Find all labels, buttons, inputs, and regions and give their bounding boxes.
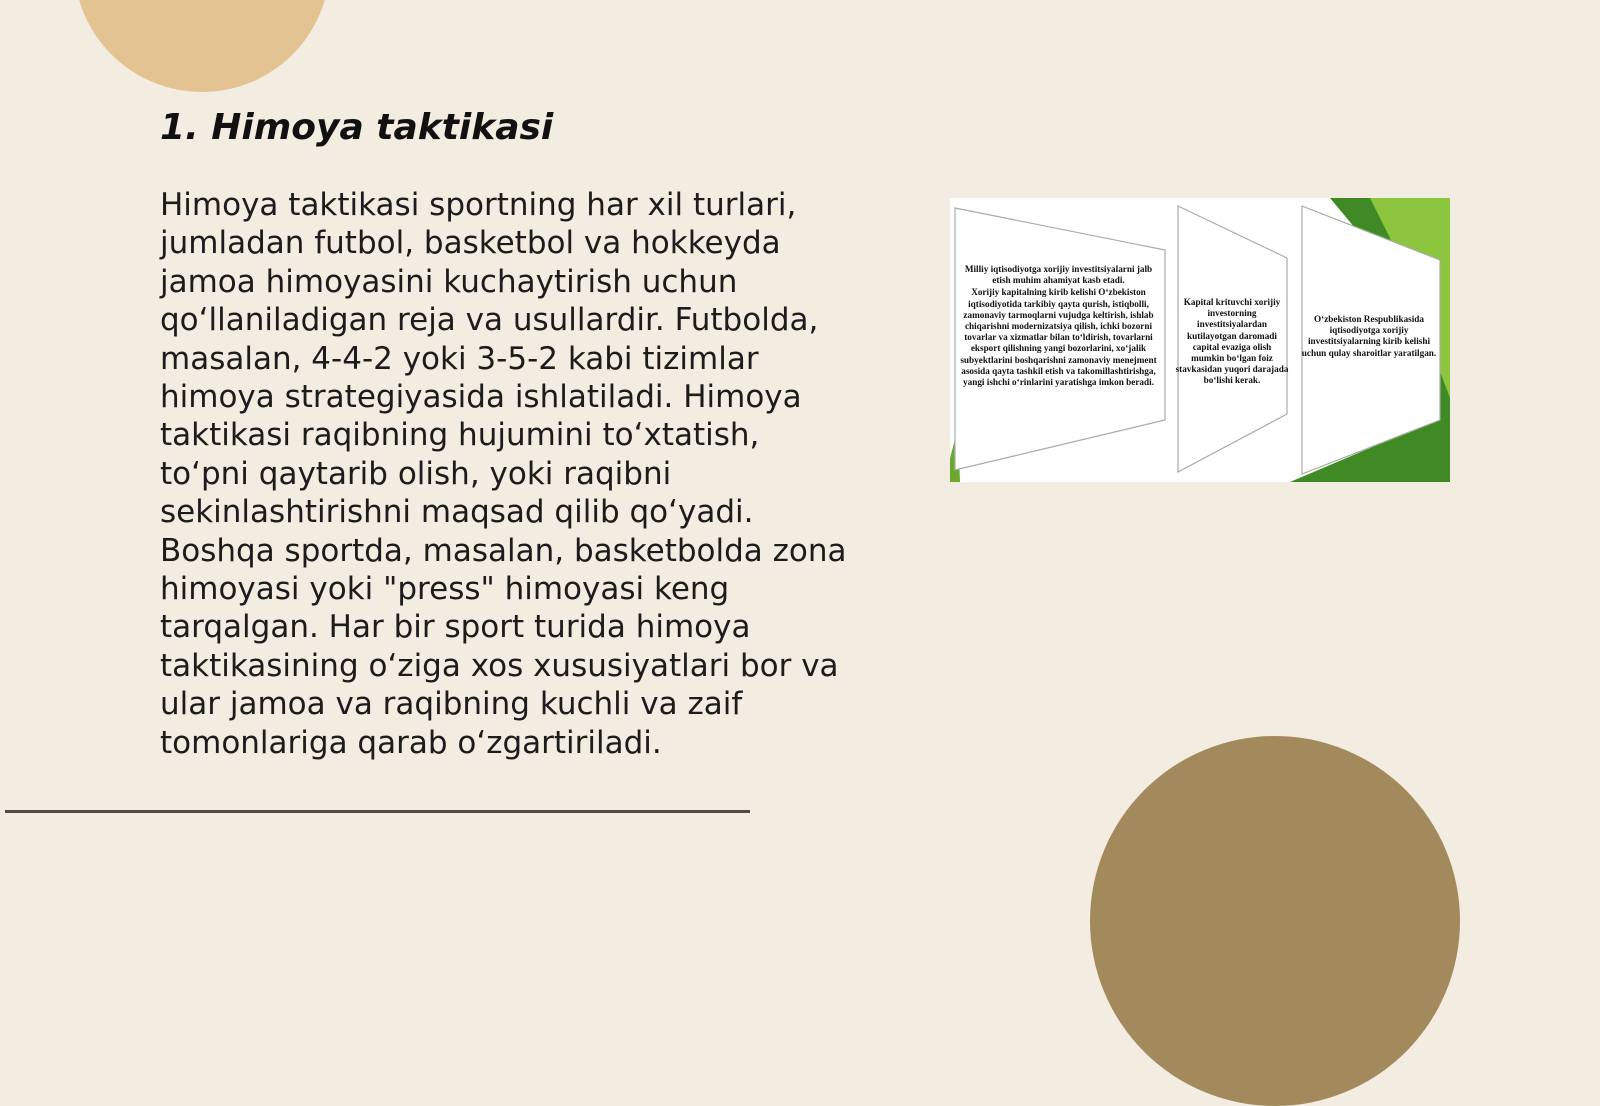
panel-2-text (1175, 297, 1289, 388)
panel-3-text (1298, 314, 1440, 360)
panel-2-body: Kapital krituvchi xorijiy investorning investitsiyalardan kutilayotgan daromadi capital evaziga olish mumkin bo‘lgan foiz stavkasidan yuqori darajada bo‘lishi kerak. (1175, 297, 1289, 386)
panel-1-body: Xorijiy kapitalning kirib kelishi O‘zbekiston iqtisodiyotida tarkibiy qayta qurish, istiqbolli, zamonaviy tarmoqlarni vujudga keltirish, ishlab chiqarishni modernizatsiya qilish, ichki bozorni tovarlar va xizmatlar bilan to‘ldirish, tovarlarni eksport qilishning yangi bozorlarini, xo‘jalik subyektlarini boshqarishni zamonaviy menejment asosida qayta tashkil etish va takomillashtirishga, yangi ishchi o‘rinlarini yaratishga imkon beradi. (960, 287, 1157, 388)
infographic-image (950, 198, 1450, 482)
divider-line (5, 810, 750, 813)
decorative-circle-top (74, 0, 330, 92)
panel-3-body: O‘zbekiston Respublikasida iqtisodiyotga xorijiy investitsiyalarning kirib kelishi uchun qulay sharoitlar yaratilgan. (1301, 314, 1437, 358)
slide-body-text: Himoya taktikasi sportning har xil turlari, jumladan futbol, basketbol va hokkeyda jamoa himoyasini kuchaytirish uchun qo‘llaniladigan reja va usullardir. Futbolda, masalan, 4-4-2 yoki 3-5-2 kabi tizimlar himoya strategiyasida ishlatiladi. Himoya taktikasi raqibning hujumini to‘xtatish, to‘pni qaytarib olish, yoki raqibni sekinlashtirishni maqsad qilib qo‘yadi. Boshqa sportda, masalan, basketbolda zona himoyasi yoki "press" himoyasi keng tarqalgan. Har bir sport turida himoya taktikasining o‘ziga xos xususiyatlari bor va ular jamoa va raqibning kuchli va zaif tomonlariga qarab o‘zgartiriladi. (160, 187, 847, 761)
panel-1-heading: Milliy iqtisodiyotga xorijiy investitsiyalarni jalb etish muhim ahamiyat kasb etadi. (964, 264, 1153, 286)
panel-1-text (956, 264, 1161, 389)
decorative-circle-bottom (1090, 736, 1460, 1106)
slide-title: 1. Himoya taktikasi (160, 107, 554, 148)
